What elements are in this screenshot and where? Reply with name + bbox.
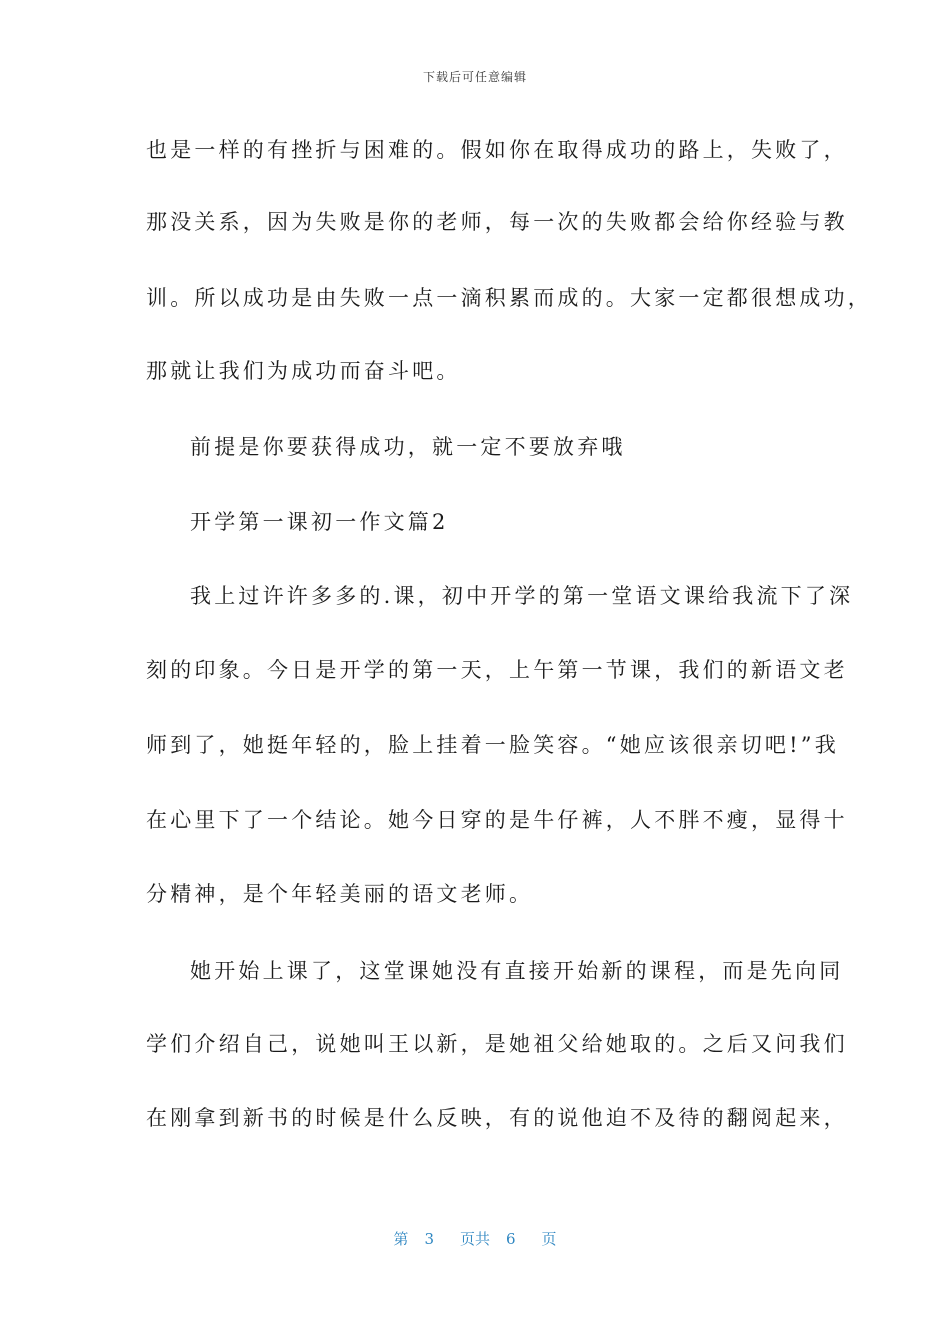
paragraph-line: 学们介绍自己，说她叫王以新，是她祖父给她取的。之后又问我们 [146,1032,848,1056]
paragraph-line: 那没关系，因为失败是你的老师，每一次的失败都会给你经验与教 [146,210,848,234]
paragraph-line: 也是一样的有挫折与困难的。假如你在取得成功的路上，失败了， [146,138,848,162]
footer-total-pages: 6 [506,1230,516,1248]
page-footer [0,1228,950,1249]
paragraph-line: 刻的印象。今日是开学的第一天，上午第一节课，我们的新语文老 [146,658,848,682]
footer-current-page: 3 [424,1230,434,1248]
footer-page-label: 第 [393,1230,409,1248]
paragraph-line: 分精神，是个年轻美丽的语文老师。 [146,882,534,906]
section-heading: 开学第一课初一作文篇2 [190,510,449,534]
page-header: 下载后可任意编辑 [422,70,527,84]
footer-total-prefix: 页共 [459,1230,490,1248]
paragraph-line: 训。所以成功是由失败一点一滴积累而成的。大家一定都很想成功， [146,286,872,310]
paragraph-line: 我上过许许多多的.课，初中开学的第一堂语文课给我流下了深 [190,584,854,608]
paragraph-line: 前提是你要获得成功，就一定不要放弃哦 [190,435,626,459]
paragraph-line: 在刚拿到新书的时候是什么反映，有的说他迫不及待的翻阅起来， [146,1106,848,1130]
paragraph-line: 她开始上课了，这堂课她没有直接开始新的课程，而是先向同 [190,959,844,983]
footer-total-suffix: 页 [541,1230,557,1248]
paragraph-line: 那就让我们为成功而奋斗吧。 [146,359,461,383]
paragraph-line: 师到了，她挺年轻的，脸上挂着一脸笑容。“她应该很亲切吧!”我 [146,733,839,757]
paragraph-line: 在心里下了一个结论。她今日穿的是牛仔裤，人不胖不瘦，显得十 [146,808,848,832]
